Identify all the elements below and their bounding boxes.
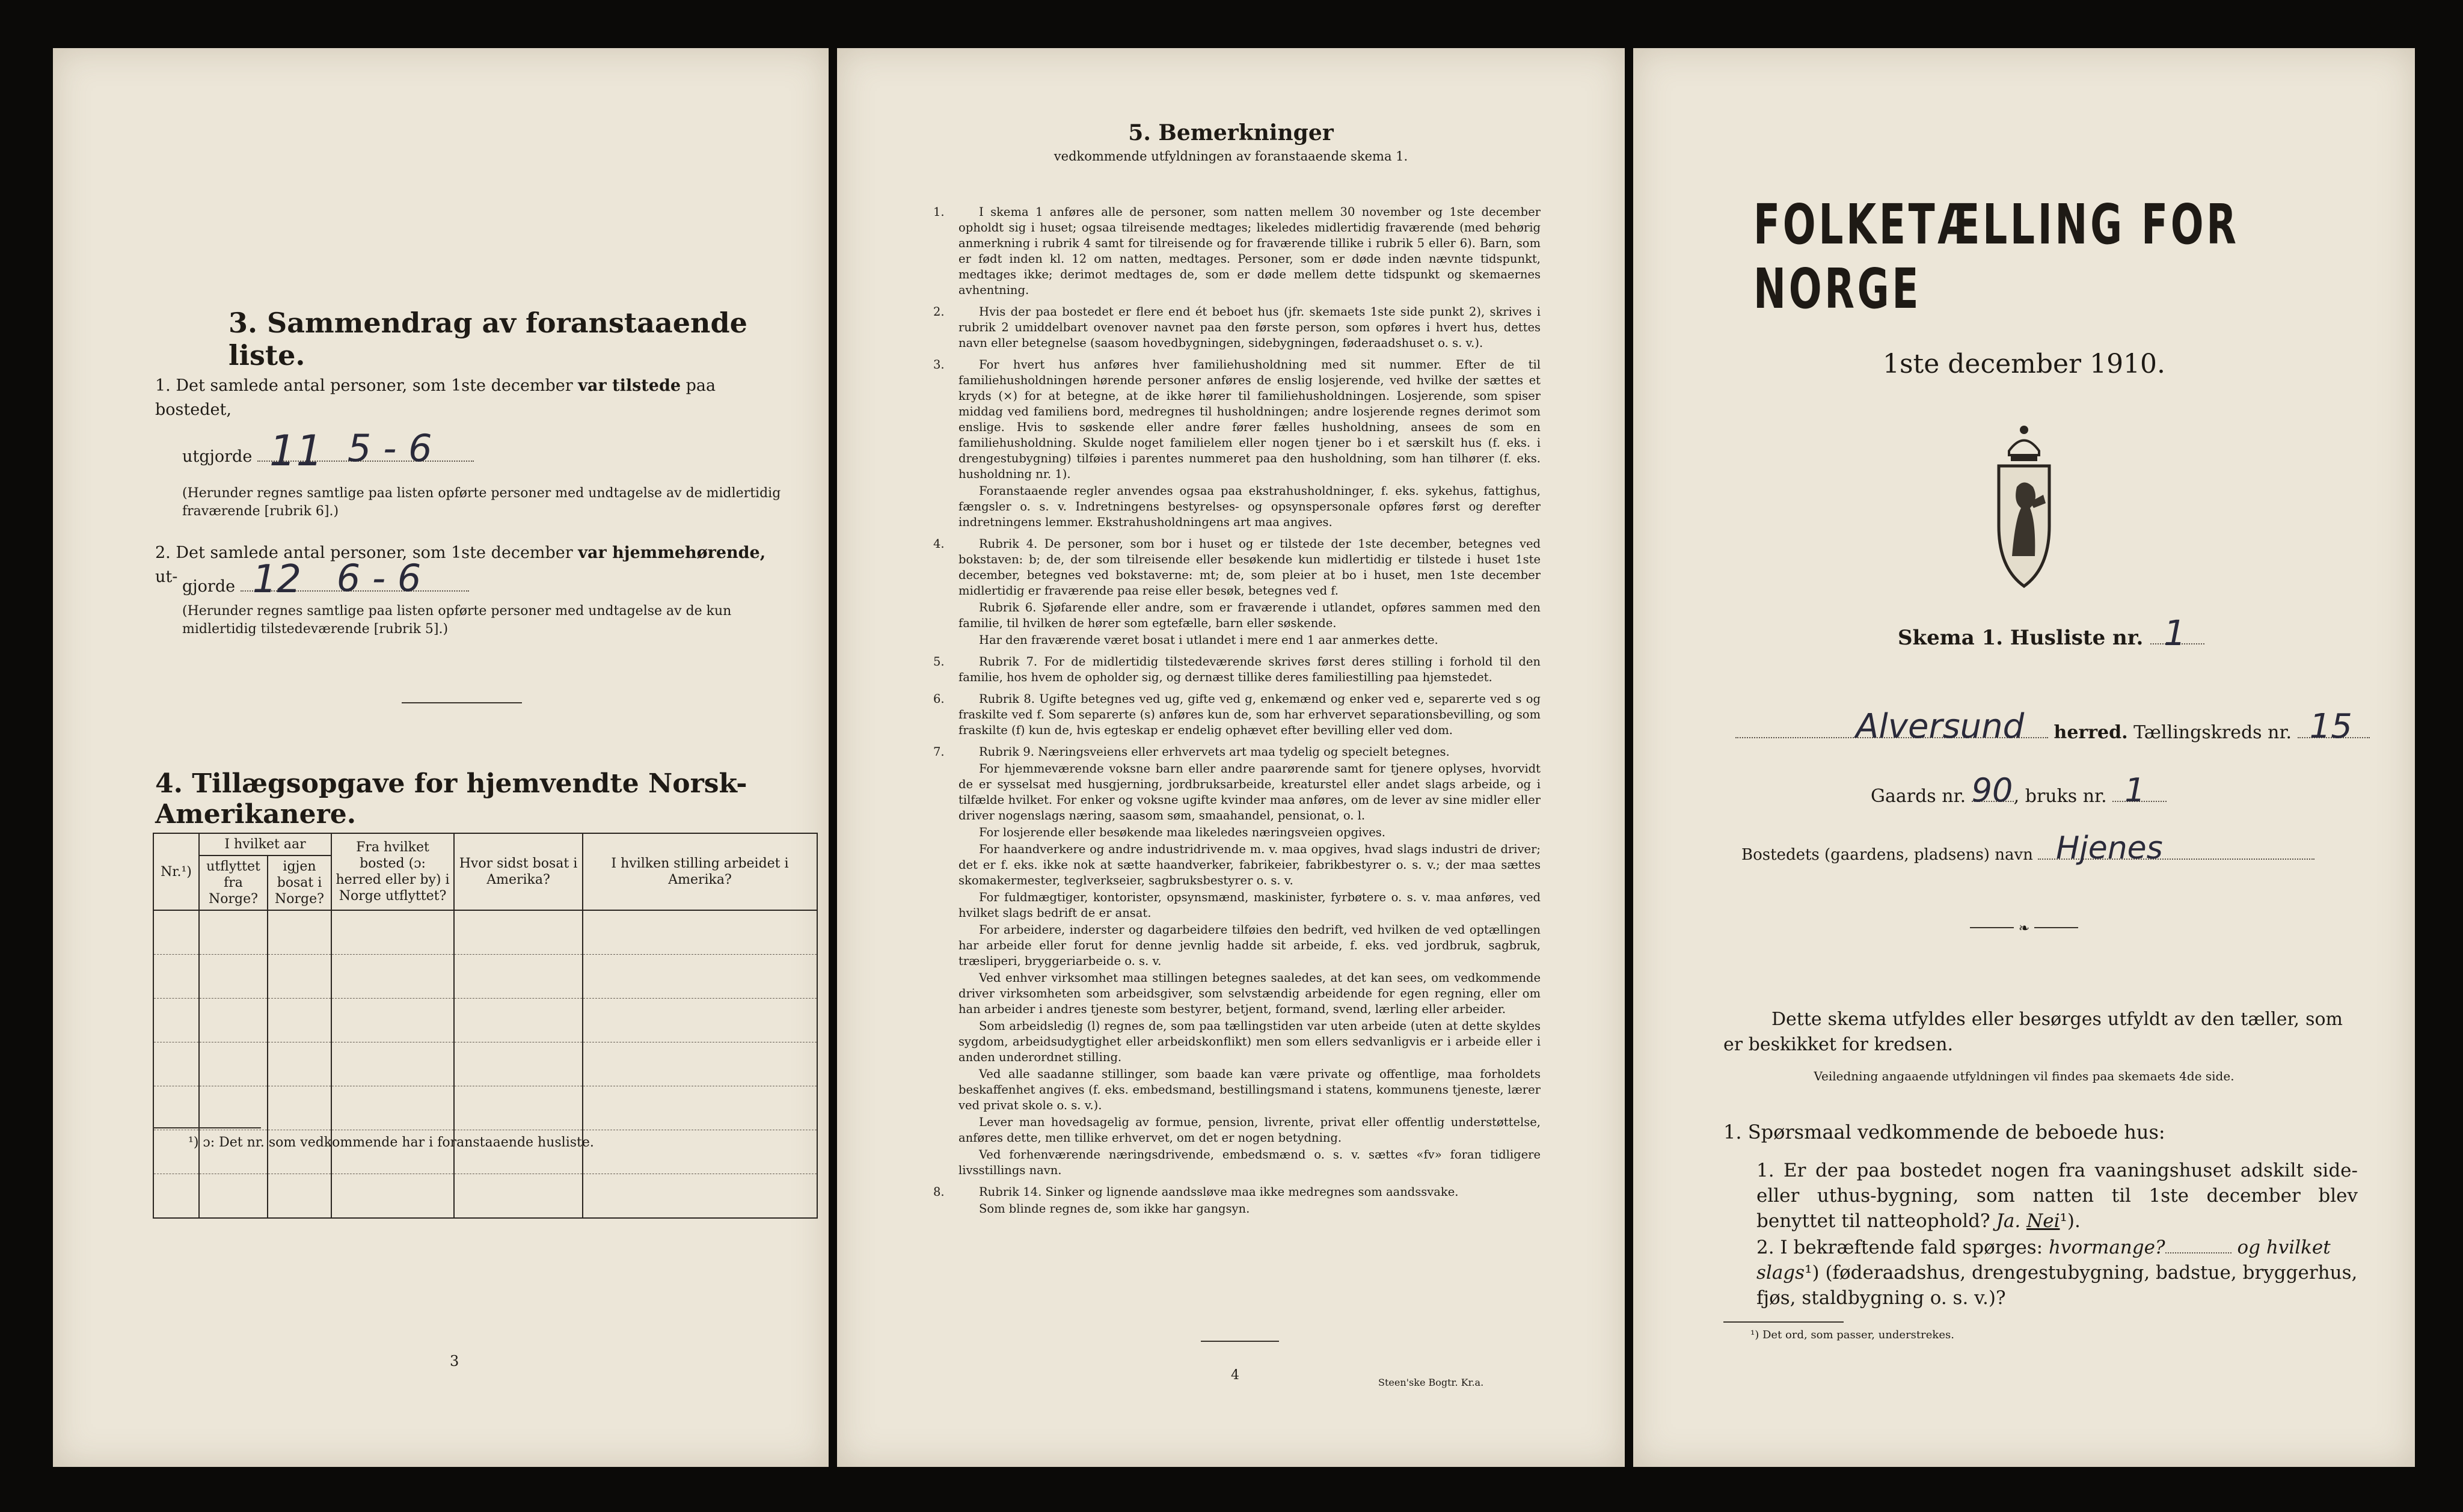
- page-number-4: 4: [1231, 1368, 1239, 1383]
- remark-item: [933, 204, 1541, 298]
- item1-note: (Herunder regnes samtlige paa listen opførte personer med undtagelse av de midlertidig fraværende [rubrik 6].): [182, 486, 781, 519]
- col-job: I hvilken stilling arbeidet i Amerika?: [583, 833, 817, 910]
- col-nr: Nr.¹): [153, 833, 199, 910]
- remark-number: 3.: [933, 358, 945, 372]
- remark-paragraph: Rubrik 14. Sinker og lignende aandssløve maa ikke medregnes som aandssvake.: [979, 1185, 1459, 1199]
- gaard-hw: 90: [1971, 771, 2013, 809]
- remark-paragraph: Ved enhver virksomhet maa stillingen betegnes saaledes, at det kan sees, om vedkommende driver virksomheten som arbeidsgiver, som selvstændig arbeidende for egen regning, eller om han arbeider i andres tjeneste som bestyrer, betjent, formand, svend, lærling eller arbeider.: [959, 971, 1541, 1016]
- item2-gjorde-label: gjorde: [182, 577, 236, 596]
- remark-item: [933, 654, 1541, 685]
- remark-number: 6.: [933, 692, 945, 706]
- item2-value-line: [241, 556, 469, 602]
- bosted-hw: Hjenes: [2056, 830, 2163, 866]
- page-right: [1633, 48, 2415, 1467]
- item1-hw2: 5 - 6: [347, 426, 432, 470]
- remark-number: 4.: [933, 537, 945, 551]
- americans-table: [153, 833, 818, 1219]
- divider: [402, 702, 522, 703]
- q2-lead: 2. I bekræftende fald spørges:: [1756, 1237, 2043, 1258]
- husliste-nr-line: [2150, 613, 2204, 653]
- section3-item1: [155, 374, 781, 422]
- bruk-hw: 1: [2124, 771, 2146, 809]
- page-left: [53, 48, 829, 1467]
- q1-ja: Ja.: [1996, 1210, 2021, 1232]
- remark-paragraph: I skema 1 anføres alle de personer, som natten mellem 30 november og 1ste december opholdt sig i huset; ogsaa tilreisende medtages; likeledes midlertidig fraværende (med behørig anmerkning i rubrik 4 samt for tilreisende og for fraværende tillike i rubrik 5 eller 6). Barn, som er født inden kl. 12 om natten, medtages. Personer, som er døde inden nævnte tidspunkt, medtages ikke; derimot medtages de, som er døde mellem dette tidspunkt og skemaernes avhentning.: [959, 205, 1541, 297]
- remark-paragraph: Ved alle saadanne stillinger, som baade kan være private og offentlige, maa forholdets beskaffenhet angives (f. eks. embedsmand, bestillingsmand i statens, kommunens tjeneste, lærer ved privat skole o. s. v.).: [959, 1067, 1541, 1112]
- remark-paragraph: Foranstaaende regler anvendes ogsaa paa ekstrahusholdninger, f. eks. sykehus, fattighus, fængsler o. s. v. Indretningens bestyrelses- og opsynspersonale opføres først og derefter indretningens lemmer. Ekstrahusholdningens art maa angives.: [959, 484, 1541, 529]
- census-date: 1ste december 1910.: [1882, 349, 2166, 379]
- remark-item: [933, 357, 1541, 530]
- remark-number: 7.: [933, 745, 945, 759]
- question-1: 1. Er der paa bostedet nogen fra vaaningshuset adskilt side- eller uthus-bygning, som natten til 1ste december blev benyttet til natteophold? Ja. Nei¹).: [1756, 1160, 2358, 1232]
- krets-value-line: [2298, 707, 2370, 746]
- coat-of-arms-icon: [1988, 418, 2060, 592]
- item2-hw2: 6 - 6: [336, 556, 422, 600]
- col-from: Fra hvilket bosted (ɔ: herred eller by) i Norge utflyttet?: [331, 833, 454, 910]
- remark-paragraph: For losjerende eller besøkende maa likeledes næringsveien opgives.: [979, 825, 1385, 839]
- remark-number: 8.: [933, 1185, 945, 1199]
- remark-paragraph: Rubrik 8. Ugifte betegnes ved ug, gifte ved g, enkemænd og enker ved e, separerte ved s og fraskilte ved f. Som separerte (s) anføres kun de, som har erhvervet separationsbevilling, og som fraskilte (f) kun de, hvis egteskap er endelig ophævet efter bevilling eller ved dom.: [959, 692, 1541, 737]
- section4-title: 4. Tillægsopgave for hjemvendte Norsk-Amerikanere.: [155, 768, 747, 830]
- remarks-subtitle: vedkommende utfyldningen av foranstaaende skema 1.: [1054, 149, 1408, 164]
- section3-title: 3. Sammendrag av foranstaaende liste.: [229, 307, 747, 372]
- col-year: I hvilket aar: [199, 833, 331, 855]
- item1-utgjorde-label: utgjorde: [182, 447, 253, 466]
- remark-paragraph: Rubrik 6. Sjøfarende eller andre, som er fraværende i utlandet, opføres sammen med den familie, til hvilken de hører som egtefælle, barn eller søskende.: [959, 601, 1541, 630]
- bruk-value-line: [2112, 771, 2167, 809]
- herred-value-line: [1735, 707, 2048, 746]
- remark-paragraph: Lever man hovedsagelig av formue, pension, livrente, privat eller offentlig understøttelse, anføres dette, men tillike erhvervet, om det er nogen betydning.: [959, 1115, 1541, 1145]
- intro-guidance: Veiledning angaaende utfyldningen vil findes paa skemaets 4de side.: [1814, 1069, 2234, 1083]
- remark-paragraph: Som blinde regnes de, som ikke har gangsyn.: [979, 1202, 1250, 1216]
- item1-hw1: 11: [269, 426, 323, 476]
- remark-paragraph: For hjemmeværende voksne barn eller andre paarørende samt for tjenere oplyses, hvorvidt de er sysselsat med husgjerning, jordbruksarbeide, kreaturstel eller andet slags arbeide, og i tilfælde hvilket. For enker og voksne ugifte kvinder maa anføres, om de lever av sine midler eller driver nogenslags næring, saasom søm, smaahandel, pensionat, o. l.: [959, 762, 1541, 822]
- remark-item: [933, 691, 1541, 738]
- main-title: FOLKETÆLLING FOR NORGE: [1753, 192, 2239, 321]
- husliste-nr-hw: 1: [2164, 613, 2186, 653]
- table-row: [153, 910, 817, 955]
- remark-paragraph: Som arbeidsledig (l) regnes de, som paa tællingstiden var uten arbeide (uten at dette skyldes sygdom, arbeidsudygtighet eller arbeidskonflikt) men som ellers sedvanligvis er i arbeide eller i anden underordnet stilling.: [959, 1019, 1541, 1064]
- skema-line: [1898, 613, 2204, 653]
- q1-text: 1. Er der paa bostedet nogen fra vaaningshuset adskilt side- eller uthus-bygning, som natten til 1ste december blev benyttet til natteophold?: [1756, 1160, 2358, 1232]
- divider: [1201, 1341, 1279, 1342]
- remark-item: [933, 1184, 1541, 1217]
- remarks-list: [933, 204, 1541, 1223]
- table-row: [153, 955, 817, 999]
- herred-line: [1735, 707, 2397, 746]
- krets-hw: 15: [2309, 707, 2352, 746]
- remark-item: [933, 744, 1541, 1178]
- item2-bold: var hjemmehørende,: [578, 543, 766, 562]
- bosted-line: [1741, 830, 2403, 868]
- q2-hvilket: og hvilket slags: [1756, 1237, 2331, 1284]
- q2-tail: (føderaadshus, drengestubygning, badstue, bryggerhus, fjøs, staldbygning o. s. v.)?: [1756, 1262, 2358, 1309]
- q2-hvormange: hvormange?: [2048, 1237, 2165, 1258]
- col-where: Hvor sidst bosat i Amerika?: [454, 833, 583, 910]
- remark-paragraph: Hvis der paa bostedet er flere end ét beboet hus (jfr. skemaets 1ste side punkt 2), skrives i rubrik 2 umiddelbart ovenover navnet paa den første person, som opføres i hvert hus, dettes navn eller betegnelse (saasom hovedbygningen, sidebygningen, føderaadshuset o. s. v.).: [959, 305, 1541, 350]
- item1-bold: var tilstede: [578, 376, 681, 395]
- printer-credit: Steen'ske Bogtr. Kr.a.: [1378, 1377, 1484, 1388]
- remark-paragraph: Rubrik 7. For de midlertidig tilstedeværende skrives først deres stilling i forhold til den familie, hos hvem de opholder sig, og dernæst tillike deres familiestilling paa hjemstedet.: [959, 655, 1541, 684]
- remark-paragraph: For hvert hus anføres hver familiehusholdning med sit nummer. Efter de til familiehusholdningen hørende personer anføres de enslig losjerende, ved hvilke der sættes et kryds (×) for at betegne, at de ikke hører til familiehusholdningen. Losjerende, som spiser middag ved familiens bord, medregnes til husholdningen; andre losjerende regnes derimot som enslige. Hvis to søskende eller andre fører fælles husholdning, ansees de som en familiehusholdning. Skulde noget familielem eller nogen tjener bo i et særskilt hus (f. eks. i drengestubygning) tilføies i parentes nummeret paa den husholdning, som han tilhører (f. eks. husholdning nr. 1).: [959, 358, 1541, 481]
- item2-note: (Herunder regnes samtlige paa listen opførte personer med undtagelse av de kun midlertidig tilstedeværende [rubrik 5].): [182, 604, 732, 637]
- intro-text: Dette skema utfyldes eller besørges utfyldt av den tæller, som er beskikket for kredsen.: [1723, 1009, 2343, 1055]
- item2-hw1: 12: [252, 557, 302, 602]
- herred-label: herred.: [2054, 722, 2128, 743]
- col-year-back: igjen bosat i Norge?: [268, 855, 331, 910]
- remark-paragraph: Rubrik 9. Næringsveiens eller erhvervets art maa tydelig og specielt betegnes.: [979, 745, 1450, 759]
- remark-paragraph: Har den fraværende været bosat i utlandet i mere end 1 aar anmerkes dette.: [979, 633, 1438, 647]
- item1-value-line: [257, 426, 474, 476]
- remark-paragraph: Rubrik 4. De personer, som bor i huset og er tilstede der 1ste december, betegnes ved bokstaven: b; de, der som tilreisende eller besøkende kun midlertidig er tilstede i huset 1ste december, betegnes ved bokstaverne: mt; de, som pleier at bo i huset, men 1ste december midlertidig er fraværende paa reise eller besøk, betegnes ved f.: [959, 537, 1541, 598]
- table-row: [153, 1042, 817, 1086]
- page-middle: [837, 48, 1625, 1467]
- table-row: [153, 1086, 817, 1130]
- footnote-rule: [1723, 1321, 1844, 1323]
- remark-paragraph: For fuldmægtiger, kontorister, opsynsmænd, maskinister, fyrbøtere o. s. v. maa anføres, ved hvilket slags bedrift de er ansat.: [959, 890, 1541, 920]
- question-2: 2. I bekræftende fald spørges: hvormange? og hvilket slags¹) (føderaadshus, drengestubygning, badstue, bryggerhus, fjøs, staldbygning o. s. v.)?: [1756, 1237, 2358, 1309]
- remark-paragraph: For haandverkere og andre industridrivende m. v. maa opgives, hvad slags industri de driver; det er f. eks. ikke nok at sætte haandverker, fabrikeier, fabrikbestyrer o. s. v.; der maa sættes skomakermester, teglverkseier, sagbruksbestyrer o. s. v.: [959, 842, 1541, 887]
- col-year-out: utflyttet fra Norge?: [199, 855, 268, 910]
- questions-heading: 1. Spørsmaal vedkommende de beboede hus:: [1723, 1121, 2165, 1143]
- gaard-label: Gaards nr.: [1871, 786, 1966, 807]
- bruk-label: , bruks nr.: [2013, 786, 2107, 807]
- right-footnote: ¹) Det ord, som passer, understrekes.: [1750, 1329, 1954, 1341]
- item1-tail: paa bostedet,: [155, 376, 716, 419]
- table-row: [153, 999, 817, 1042]
- bosted-value-line: [2038, 830, 2314, 866]
- item2-lead: 2. Det samlede antal personer, som 1ste december: [155, 543, 573, 562]
- section3-item1-utgjorde: [182, 426, 495, 476]
- footnote-rule: [153, 1127, 261, 1128]
- section4-footnote: ¹) ɔ: Det nr. som vedkommende har i foranstaaende husliste.: [188, 1135, 594, 1150]
- remark-number: 1.: [933, 205, 945, 219]
- main-title-wrap: [1753, 192, 2463, 321]
- remark-paragraph: For arbeidere, inderster og dagarbeidere tilføies den bedrift, ved hvilken de ved optællingen har arbeide eller forut for denne jevnlig hadde sit arbeide, f. eks. ved jordbruk, sagbruk, træsliperi, bryggeriarbeide o. s. v.: [959, 923, 1541, 968]
- item1-lead: 1. Det samlede antal personer, som 1ste december: [155, 376, 573, 395]
- krets-label: Tællingskreds nr.: [2133, 722, 2292, 743]
- q1-nei: Nei: [2026, 1210, 2060, 1232]
- remark-item: [933, 536, 1541, 648]
- gaard-value-line: [1971, 771, 2014, 809]
- ornament-divider: ❧: [1970, 927, 2078, 929]
- remark-item: [933, 304, 1541, 351]
- skema-label: Skema 1. Husliste nr.: [1898, 626, 2144, 650]
- remark-paragraph: Ved forhenværende næringsdrivende, embedsmænd o. s. v. sættes «fv» foran tidligere livsstillings navn.: [959, 1148, 1541, 1177]
- table-row: [153, 1174, 817, 1219]
- remark-number: 5.: [933, 655, 945, 669]
- herred-hw: Alversund: [1856, 707, 2025, 746]
- item2-tail: ut-: [155, 568, 178, 586]
- remark-number: 2.: [933, 305, 945, 319]
- remarks-title: 5. Bemerkninger: [1128, 120, 1334, 145]
- section3-item2-gjorde: [182, 556, 495, 602]
- bosted-label: Bostedets (gaardens, pladsens) navn: [1741, 846, 2033, 864]
- page-number-3: 3: [450, 1353, 459, 1370]
- gaard-line: [1871, 771, 2167, 809]
